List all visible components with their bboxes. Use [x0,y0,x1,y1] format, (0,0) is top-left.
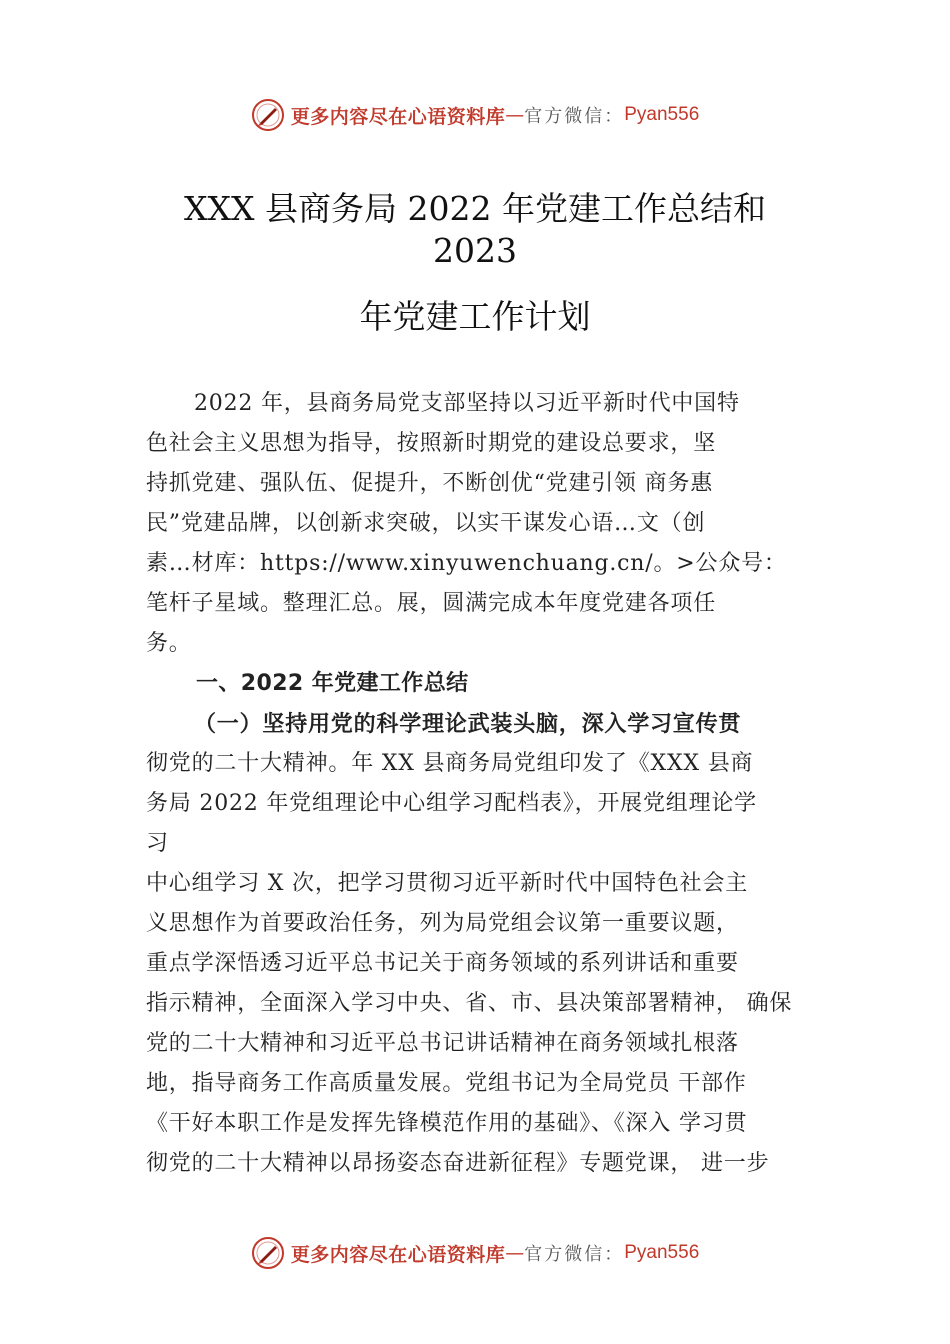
body-line: 持抓党建、强队伍、促提升，不断创优“党建引领 商务惠 [146,471,714,496]
watermark-wechat-id: Pyan556 [624,104,700,125]
pen-logo-icon [251,98,285,132]
body-line: 务。 [146,631,192,656]
body-line: 彻党的二十大精神。年 XX 县商务局党组印发了《XXX 县商 [146,751,754,776]
subsection-lead: （一）坚持用党的科学理论武装头脑，深入学习宣传贯 [194,711,742,737]
body-line: 务局 2022 年党组理论中心组学习配档表》，开展党组理论学 [146,791,757,816]
document-body [146,384,836,1184]
body-line: 义思想作为首要政治任务，列为局党组会议第一重要议题， [146,911,739,936]
body-line: 彻党的二十大精神以昂扬姿态奋进新征程》专题党课， 进一步 [146,1151,770,1176]
document-title-line1: XXX 县商务局 2022 年党建工作总结和 [184,189,766,228]
watermark-separator: — [505,1242,525,1264]
body-line: 笔杆子星域。整理汇总。展，圆满完成本年度党建各项任 [146,591,717,616]
section-heading: 一、2022 年党建工作总结 [196,671,469,696]
watermark-main-text: 更多内容尽在心语资料库 [290,1243,506,1266]
body-line: 党的二十大精神和习近平总书记讲话精神在商务领域扎根落 [146,1031,739,1056]
body-line: 指示精神，全面深入学习中央、省、市、县决策部署精神， 确保 [146,991,793,1016]
body-line: 民”党建品牌，以创新求突破，以实干谋发心语…文（创 [146,511,706,536]
watermark-main-text: 更多内容尽在心语资料库 [290,105,506,128]
body-line: 地，指导商务工作高质量发展。党组书记为全局党员 干部作 [146,1071,747,1096]
document-title-line2: 2023 [433,231,517,270]
body-line: 习 [146,831,169,856]
body-line: 2022 年，县商务局党支部坚持以习近平新时代中国特 [194,391,740,416]
body-line: 中心组学习 X 次，把学习贯彻习近平新时代中国特色社会主 [146,871,749,896]
footer-watermark [0,1233,950,1273]
watermark-sub-text: 官方微信： [524,106,625,127]
body-line: 《干好本职工作是发挥先锋模范作用的基础》、《深入 学习贯 [146,1111,748,1136]
watermark-separator: — [505,104,525,126]
document-title-line3: 年党建工作计划 [359,297,591,336]
header-watermark [0,95,950,135]
body-line: 色社会主义思想为指导，按照新时期党的建设总要求，坚 [146,431,717,456]
watermark-sub-text: 官方微信： [524,1244,625,1265]
pen-logo-icon [251,1236,285,1270]
body-line: 素…材库：https://www.xinyuwenchuang.cn/。>公众号： [146,551,787,576]
watermark-wechat-id: Pyan556 [624,1242,700,1263]
body-line: 重点学深悟透习近平总书记关于商务领域的系列讲话和重要 [146,951,739,976]
